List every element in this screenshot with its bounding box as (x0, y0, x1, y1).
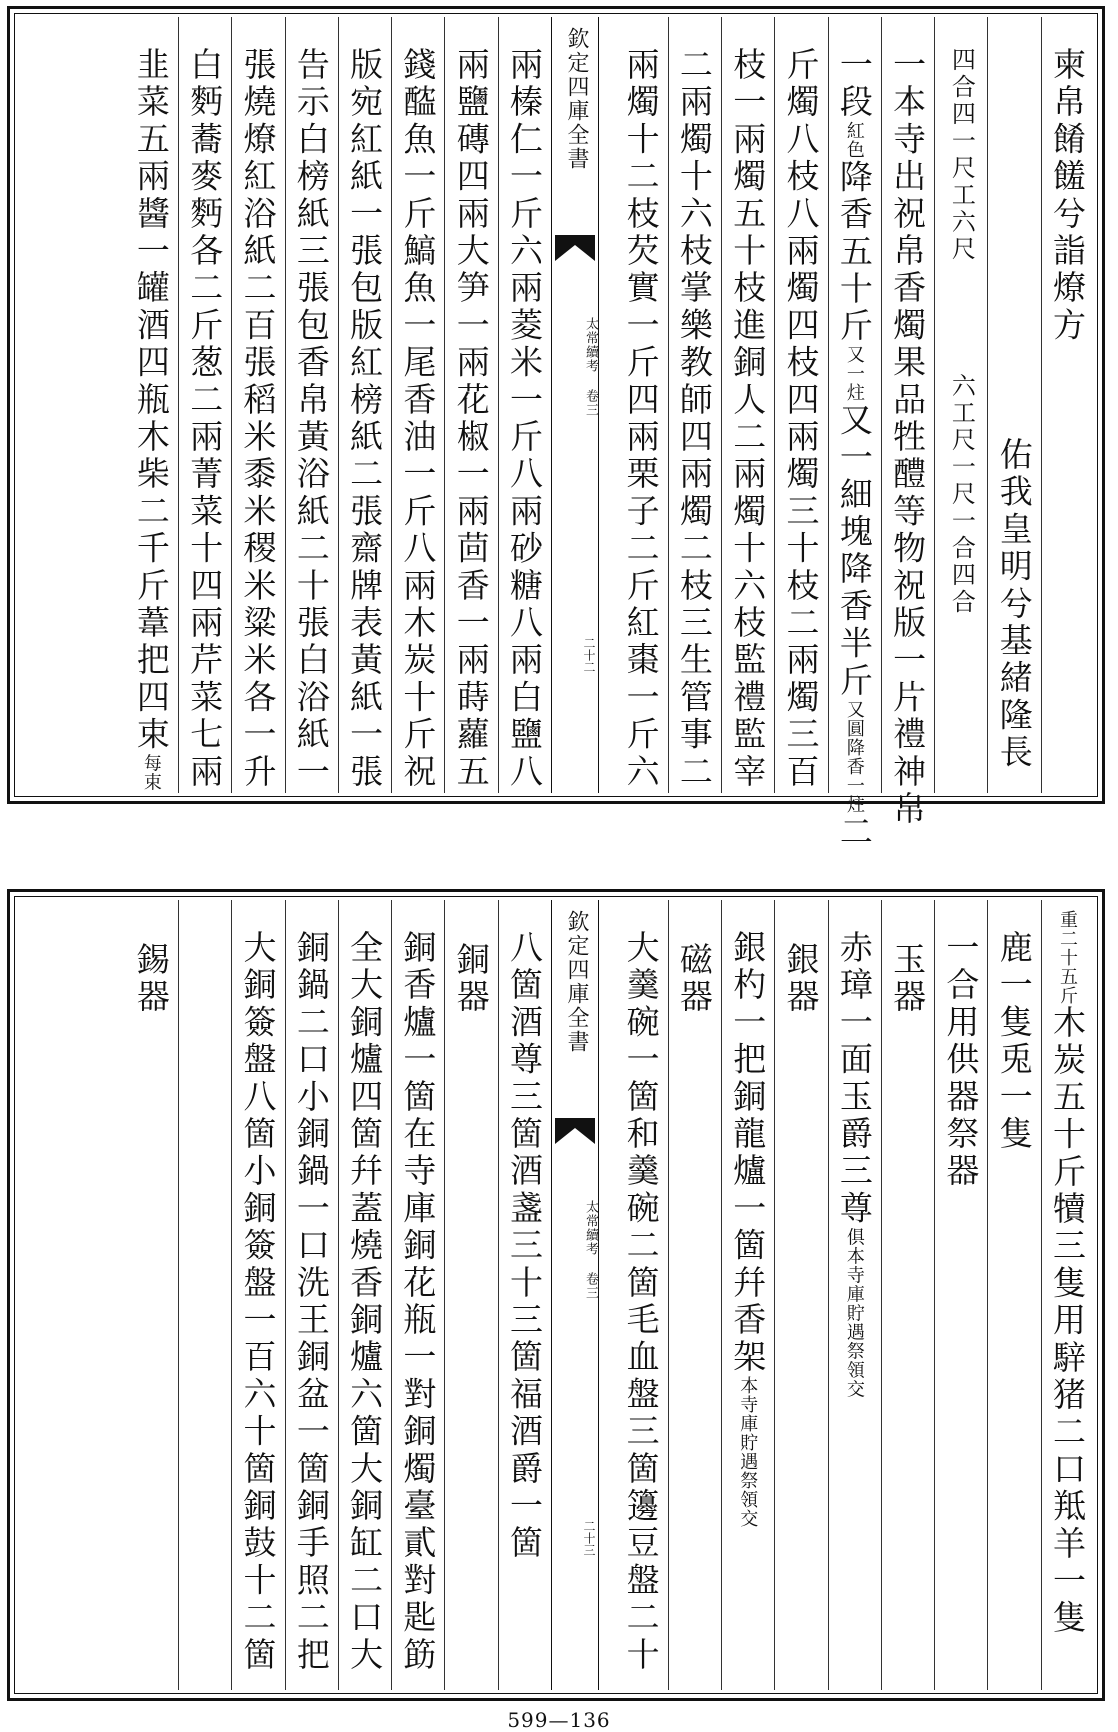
section-heading: 銀器 (774, 900, 827, 1690)
text-column: 一合用供器祭器 (934, 900, 987, 1690)
text-column: 兩榛仁一斤六兩菱米一斤八兩砂糖八兩白鹽八 (498, 17, 551, 793)
fishtail-mark-icon (554, 1118, 596, 1144)
text-column: 錢醓魚一斤鰝魚一尾香油一斤八兩木炭十斤祝 (391, 17, 444, 793)
spine-note: 太常續考 卷三 (583, 317, 598, 417)
text-column: 告示白榜紙三張包香帛黃浴紙二十張白浴紙一 (285, 17, 338, 793)
text-column: 斤燭八枝八兩燭四枝四兩燭三十枝二兩燭三百 (774, 17, 827, 793)
leaf-number: 二十三 (582, 1520, 596, 1556)
text-column: 枝一兩燭五十枝進銅人二兩燭十六枝監禮監宰 (721, 17, 774, 793)
section-heading: 銅器 (444, 900, 497, 1690)
text-column: 八箇酒尊三箇酒盞三十三箇福酒爵一箇 (498, 900, 551, 1690)
text-column: 重二十五斤木炭五十斤犢三隻用騂猪二口羝羊一隻 (1041, 900, 1094, 1690)
text-column: 一段紅色降香五十斤又一炷又一細塊降香半斤又圓降香一炷二 (828, 17, 881, 793)
text-column: 銀杓一把銅龍爐一箇幷香架本寺庫貯遇祭領交 (721, 900, 774, 1690)
spine-title: 欽定四庫全書 (564, 910, 589, 1054)
page-lower-left-half (18, 900, 551, 1690)
spine-note: 太常續考 卷三 (583, 1200, 598, 1300)
text-column: 二兩燭十六枝掌樂教師四兩燭二枝三生管事二 (668, 17, 721, 793)
text-column: 佑我皇明兮基緒隆長 (987, 17, 1040, 793)
leaf-number: 二十二 (582, 637, 596, 673)
spine-title: 欽定四庫全書 (564, 27, 589, 171)
text-column: 四合四一尺工六尺六工尺一尺一合四合 (934, 17, 987, 793)
text-column: 張燒燎紅浴紙二百張稻米黍米稷米粱米各一升 (231, 17, 284, 793)
text-column: 兩燭十二枝芡實一斤四兩栗子二斤紅棗一斤六 (621, 47, 661, 791)
text-column: 大羹碗一箇和羹碗二箇毛血盤三箇籩豆盤二十 (621, 930, 661, 1674)
text-column: 銅鍋二口小銅鍋一口洗王銅盆一箇銅手照二把 (285, 900, 338, 1690)
text-column (178, 900, 231, 1690)
center-spine (551, 900, 599, 1690)
text-column: 赤璋一面玉爵三尊俱本寺庫貯遇祭領交 (828, 900, 881, 1690)
page-upper-left-half (18, 17, 551, 793)
text-column: 兩鹽磚四兩大笋一兩花椒一兩茴香一兩蒔蘿五 (444, 17, 497, 793)
section-heading: 玉器 (881, 900, 934, 1690)
page-upper-right-half (561, 17, 1094, 852)
text-column: 柬帛餚饈兮詣燎方 (1041, 17, 1094, 793)
text-column: 韭菜五兩醬一罐酒四瓶木柴二千斤葦把四束每束 (131, 47, 171, 792)
text-column: 一本寺出祝帛香燭果品牲醴等物祝版一片禮神帛 (881, 17, 934, 793)
text-column: 全大銅爐四箇幷蓋燒香銅爐六箇大銅缸二口大 (338, 900, 391, 1690)
book-page-upper (7, 6, 1105, 852)
text-column: 大銅簽盤八箇小銅簽盤一百六十箇銅鼓十二箇 (231, 900, 284, 1690)
section-heading: 磁器 (668, 900, 721, 1690)
section-heading: 錫器 (131, 942, 171, 1017)
center-spine (551, 17, 599, 793)
text-column: 白麪蕎麥麪各二斤葱二兩菁菜十四兩芹菜七兩 (178, 17, 231, 793)
text-column: 銅香爐一箇在寺庫銅花瓶一對銅燭臺貳對匙筯 (391, 900, 444, 1690)
page-lower-right-half (561, 900, 1094, 1690)
book-page-lower (7, 889, 1105, 1701)
text-column: 版宛紅紙一張包版紅榜紙二張齋牌表黃紙一張 (338, 17, 391, 793)
fishtail-mark-icon (554, 235, 596, 261)
page-footer-number: 599—136 (507, 1708, 611, 1732)
text-column: 鹿一隻兎一隻 (987, 900, 1040, 1690)
